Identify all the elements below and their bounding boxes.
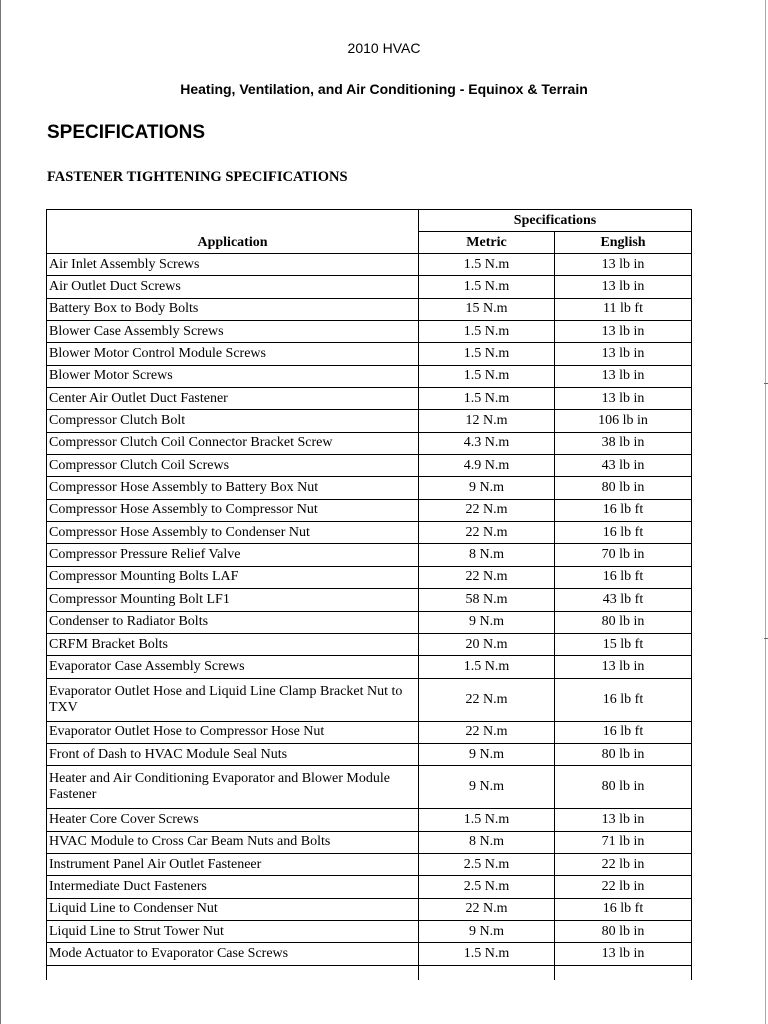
english-value-cell: 11 lb ft	[555, 298, 692, 320]
metric-value-cell: 20 N.m	[419, 633, 555, 655]
application-cell: Battery Box to Body Bolts	[47, 298, 419, 320]
english-value-cell: 13 lb in	[555, 343, 692, 365]
english-value-cell: 16 lb ft	[555, 522, 692, 544]
table-row	[47, 831, 692, 853]
metric-value-cell: 22 N.m	[419, 522, 555, 544]
document-subtitle: Heating, Ventilation, and Air Conditioning - Equinox & Terrain	[180, 81, 588, 97]
metric-value-cell: 1.5 N.m	[419, 343, 555, 365]
table-row	[47, 876, 692, 898]
application-cell: Compressor Hose Assembly to Battery Box Nut	[47, 477, 419, 499]
english-value-cell: 15 lb ft	[555, 633, 692, 655]
application-cell: Blower Motor Control Module Screws	[47, 343, 419, 365]
english-value-cell: 13 lb in	[555, 809, 692, 831]
table-row	[47, 633, 692, 655]
english-value-cell: 16 lb ft	[555, 566, 692, 588]
table-row	[47, 522, 692, 544]
scroll-marker	[764, 383, 768, 384]
metric-value-cell: 2.5 N.m	[419, 876, 555, 898]
metric-value-cell: 9 N.m	[419, 611, 555, 633]
english-value-cell: 13 lb in	[555, 321, 692, 343]
application-cell: Blower Case Assembly Screws	[47, 321, 419, 343]
english-value-cell: 13 lb in	[555, 254, 692, 276]
english-value-cell: 22 lb in	[555, 876, 692, 898]
application-cell: Blower Motor Screws	[47, 365, 419, 387]
metric-value-cell: 1.5 N.m	[419, 656, 555, 678]
metric-value-cell: 1.5 N.m	[419, 943, 555, 965]
fastener-specifications-table	[46, 209, 692, 980]
english-value-cell: 80 lb in	[555, 743, 692, 765]
empty-cell	[419, 965, 555, 980]
english-value-cell: 22 lb in	[555, 853, 692, 875]
table-row	[47, 477, 692, 499]
table-row	[47, 920, 692, 942]
application-cell: Compressor Mounting Bolts LAF	[47, 566, 419, 588]
table-row-continued	[47, 965, 692, 980]
english-value-cell: 80 lb in	[555, 766, 692, 809]
table-row	[47, 853, 692, 875]
english-value-cell: 16 lb ft	[555, 721, 692, 743]
metric-value-cell: 1.5 N.m	[419, 276, 555, 298]
metric-value-cell: 22 N.m	[419, 678, 555, 721]
application-cell: Compressor Hose Assembly to Compressor Nut	[47, 499, 419, 521]
application-cell: Center Air Outlet Duct Fastener	[47, 388, 419, 410]
application-cell: Compressor Mounting Bolt LF1	[47, 589, 419, 611]
table-row	[47, 455, 692, 477]
table-row	[47, 611, 692, 633]
metric-value-cell: 9 N.m	[419, 766, 555, 809]
application-cell: Condenser to Radiator Bolts	[47, 611, 419, 633]
metric-value-cell: 8 N.m	[419, 831, 555, 853]
english-column-header: English	[555, 232, 692, 254]
table-row	[47, 678, 692, 721]
table-row	[47, 898, 692, 920]
metric-value-cell: 4.9 N.m	[419, 455, 555, 477]
table-body	[47, 254, 692, 980]
english-value-cell: 71 lb in	[555, 831, 692, 853]
application-cell: CRFM Bracket Bolts	[47, 633, 419, 655]
english-value-cell: 106 lb in	[555, 410, 692, 432]
metric-value-cell: 9 N.m	[419, 477, 555, 499]
table-row	[47, 254, 692, 276]
empty-cell	[47, 965, 419, 980]
metric-value-cell: 9 N.m	[419, 920, 555, 942]
table-row	[47, 721, 692, 743]
metric-value-cell: 12 N.m	[419, 410, 555, 432]
table-row	[47, 809, 692, 831]
metric-value-cell: 15 N.m	[419, 298, 555, 320]
table-row	[47, 432, 692, 454]
metric-value-cell: 22 N.m	[419, 721, 555, 743]
page-left-edge	[0, 0, 1, 1024]
metric-value-cell: 22 N.m	[419, 499, 555, 521]
application-cell: Instrument Panel Air Outlet Fasteneer	[47, 853, 419, 875]
metric-value-cell: 1.5 N.m	[419, 321, 555, 343]
application-cell: Compressor Hose Assembly to Condenser Nut	[47, 522, 419, 544]
application-cell: Heater Core Cover Screws	[47, 809, 419, 831]
metric-column-header: Metric	[419, 232, 555, 254]
english-value-cell: 43 lb ft	[555, 589, 692, 611]
table-row	[47, 410, 692, 432]
application-cell: Intermediate Duct Fasteners	[47, 876, 419, 898]
specifications-column-header: Specifications	[419, 210, 692, 232]
table-row	[47, 388, 692, 410]
english-value-cell: 38 lb in	[555, 432, 692, 454]
metric-value-cell: 1.5 N.m	[419, 388, 555, 410]
table-row	[47, 544, 692, 566]
english-value-cell: 43 lb in	[555, 455, 692, 477]
application-cell: Evaporator Case Assembly Screws	[47, 656, 419, 678]
scrollbar-track[interactable]	[765, 0, 766, 1024]
table-row	[47, 343, 692, 365]
application-cell: Front of Dash to HVAC Module Seal Nuts	[47, 743, 419, 765]
table-row	[47, 276, 692, 298]
english-value-cell: 16 lb ft	[555, 898, 692, 920]
metric-value-cell: 22 N.m	[419, 898, 555, 920]
application-cell: Heater and Air Conditioning Evaporator and Blower Module Fastener	[47, 766, 419, 809]
english-value-cell: 13 lb in	[555, 388, 692, 410]
application-cell: Liquid Line to Strut Tower Nut	[47, 920, 419, 942]
metric-value-cell: 2.5 N.m	[419, 853, 555, 875]
english-value-cell: 13 lb in	[555, 365, 692, 387]
table-row	[47, 589, 692, 611]
application-cell: Evaporator Outlet Hose to Compressor Hose Nut	[47, 721, 419, 743]
application-cell: Compressor Clutch Bolt	[47, 410, 419, 432]
section-heading: SPECIFICATIONS	[47, 122, 205, 143]
table-row	[47, 499, 692, 521]
application-cell: Evaporator Outlet Hose and Liquid Line Clamp Bracket Nut to TXV	[47, 678, 419, 721]
table-row	[47, 566, 692, 588]
application-column-header: Application	[47, 210, 419, 254]
metric-value-cell: 1.5 N.m	[419, 365, 555, 387]
metric-value-cell: 8 N.m	[419, 544, 555, 566]
english-value-cell: 13 lb in	[555, 276, 692, 298]
english-value-cell: 80 lb in	[555, 477, 692, 499]
table-row	[47, 321, 692, 343]
metric-value-cell: 1.5 N.m	[419, 254, 555, 276]
english-value-cell: 13 lb in	[555, 943, 692, 965]
metric-value-cell: 22 N.m	[419, 566, 555, 588]
english-value-cell: 13 lb in	[555, 656, 692, 678]
table-row	[47, 656, 692, 678]
metric-value-cell: 1.5 N.m	[419, 809, 555, 831]
empty-cell	[555, 965, 692, 980]
english-value-cell: 16 lb ft	[555, 499, 692, 521]
application-cell: Compressor Clutch Coil Connector Bracket Screw	[47, 432, 419, 454]
table-row	[47, 743, 692, 765]
application-cell: Air Inlet Assembly Screws	[47, 254, 419, 276]
application-cell: Liquid Line to Condenser Nut	[47, 898, 419, 920]
english-value-cell: 80 lb in	[555, 920, 692, 942]
metric-value-cell: 4.3 N.m	[419, 432, 555, 454]
table-row	[47, 943, 692, 965]
application-cell: Air Outlet Duct Screws	[47, 276, 419, 298]
application-cell: Compressor Clutch Coil Screws	[47, 455, 419, 477]
application-cell: Mode Actuator to Evaporator Case Screws	[47, 943, 419, 965]
table-row	[47, 766, 692, 809]
document-title: 2010 HVAC	[347, 40, 421, 56]
metric-value-cell: 9 N.m	[419, 743, 555, 765]
application-cell: HVAC Module to Cross Car Beam Nuts and Bolts	[47, 831, 419, 853]
table-row	[47, 298, 692, 320]
english-value-cell: 16 lb ft	[555, 678, 692, 721]
metric-value-cell: 58 N.m	[419, 589, 555, 611]
scroll-marker	[764, 638, 768, 639]
application-cell: Compressor Pressure Relief Valve	[47, 544, 419, 566]
english-value-cell: 80 lb in	[555, 611, 692, 633]
table-row	[47, 365, 692, 387]
table-heading: FASTENER TIGHTENING SPECIFICATIONS	[47, 169, 348, 185]
english-value-cell: 70 lb in	[555, 544, 692, 566]
